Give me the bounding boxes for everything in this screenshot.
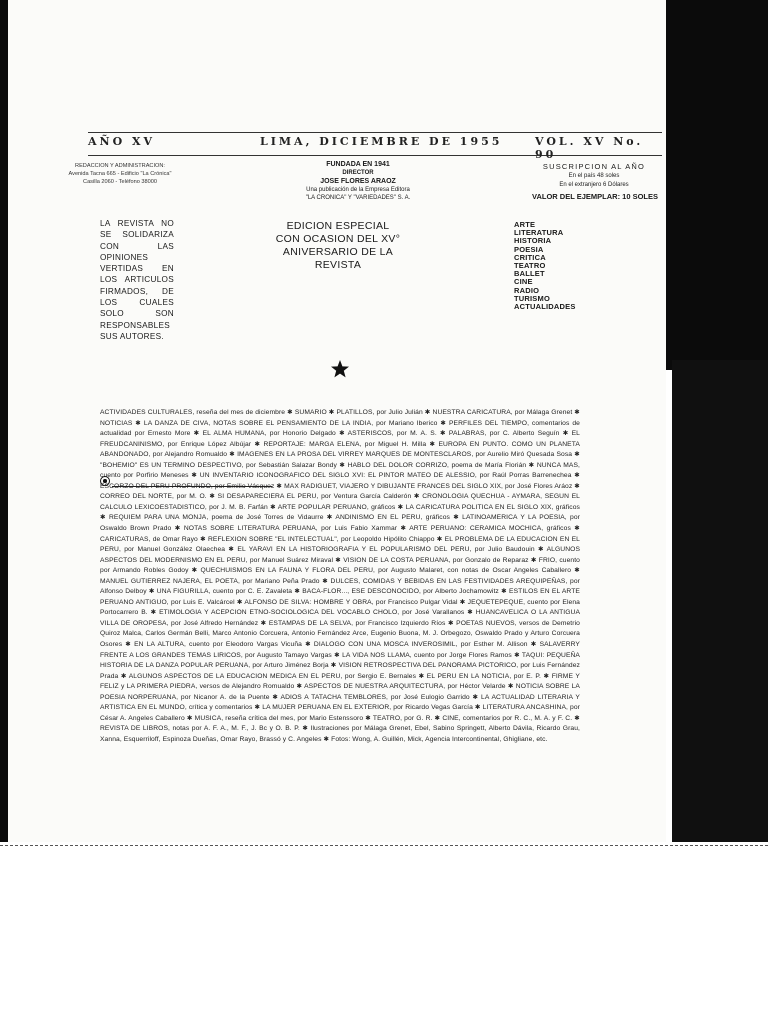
director-name: JOSE FLORES ARAOZ xyxy=(320,178,396,185)
edition-line-2: CON OCASION DEL XV° xyxy=(275,233,401,245)
scan-border-right xyxy=(672,360,768,842)
section-item: BALLET xyxy=(514,269,545,279)
handwritten-underline xyxy=(112,486,272,487)
section-item: CINE xyxy=(514,277,533,287)
table-of-contents: ACTIVIDADES CULTURALES, reseña del mes de diciembre ✱ SUMARIO ✱ PLATILLOS, por Julio Julián ✱ NUESTRA CARICATURA, por Málaga Grenet ✱ NOTICIAS ✱ LA DANZA DE CIVA, NOTAS SOBRE EL PENSAMIENTO DE LA INDIA, por Mariano Iberico ✱ PERFILES DEL TIEMPO, comentarios de actualidad por Ernesto More ✱ EL ALMA HUMANA, por Honorio Delgado ✱ ASTERISCOS, por M. A. S. ✱ PALABRAS, por C. Alberto Seguín ✱ EL FREUDCANINISMO, por Enrique López Albújar ✱ REPORTAJE: MARGA ELENA, por Miguel H. Milla ✱ EUROPA EN PUNTO. COMO UN PLANETA ABANDONADO, por Alejandro Romualdo ✱ IMAGENES EN LA PROSA DEL VIRREY MARQUES DE MONTESCLAROS, por Aurelio Miró Quesada Sosa ✱ "BOHEMIO" ES UN TERMINO DESPECTIVO, por Sebastián Salazar Bondy ✱ HABLO DEL DOLOR CORRIZO, poema de María Florián ✱ NUNCA MAS, cuento por Porfirio Meneses ✱ UN INVENTARIO ICONOGRAFICO DEL SIGLO XVI: EL PINTOR MATEO DE ALESSIO, por Raúl Porras Barrenechea ✱ ESCORZO DEL PERU PROFUNDO, por Emilio Vásquez ✱ MAX RADIGUET, VIAJERO Y DIBUJANTE FRANCES DEL SIGLO XIX, por José Flores Aráoz ✱ CORREO DEL NORTE, por M. O. ✱ SI DESAPARECIERA EL PERU, por Ventura García Calderón ✱ CRONOLOGIA QUECHUA - AYMARA, SEGUN EL CALCULO LEXICOESTADISTICO, por J. M. B. Farfán ✱ ARTE POPULAR PERUANO, gráficos ✱ LA CARICATURA POLITICA EN EL SIGLO XIX, gráficos ✱ REQUIEM PARA UNA MONJA, poema de José Torres de Vidaurre ✱ ANDINISMO EN EL PERU, gráficos ✱ LATINOAMERICA Y LA POESIA, por Oswaldo Brown Prado ✱ NOTAS SOBRE LITERATURA PERUANA, por Luis Fabio Xammar ✱ ARTE PERUANO: CERAMICA MOCHICA, gráficos ✱ CARICATURAS, de Omar Rayo ✱ REFLEXION SOBRE "EL INTELECTUAL", por Leopoldo Hipólito Chiappo ✱ EL PROBLEMA DE LA EDUCACION EN EL PERU, por Manuel González Olaechea ✱ EL YARAVI EN LA HISTORIOGRAFIA Y EL POPULARISMO DEL PERU, por Julio Baudouin ✱ ALGUNOS ASPECTOS DEL MODERNISMO EN EL PERU, por Manuel Suárez Miraval ✱ VISION DE LA COSTA PERUANA, por Gonzalo de Reparaz ✱ FRIO, cuento por Armando Robles Godoy ✱ QUECHUISMOS EN LA FAUNA Y FLORA DEL PERU, por Augusto Malaret, con notas de Oscar Angeles Caballero ✱ MANUEL GUTIERREZ NAJERA, EL POETA, por Mariano Peña Prado ✱ DULCES, COMIDAS Y BEBIDAS EN LAS FESTIVIDADES AREQUIPEÑAS, por Alfonso Delboy ✱ UNA FIGURILLA, cuento por C. E. Zavaleta ✱ BACA-FLOR..., ESE DESCONOCIDO, por Alberto Jochamowitz ✱ ESTILOS EN EL ARTE PERUANO ANTIGUO, por Luis E. Valcárcel ✱ ALFONSO DE SILVA: HOMBRE Y OBRA, por Francisco Pulgar Vidal ✱ JEQUETEPEQUE, cuento por Elena Portocarrero B. ✱ ETIMOLOGIA Y ACEPCION ETNO-SOCIOLOGICA DEL VOCABLO CHOLO, por José Varallanos ✱ HUANCAVELICA O LA ANTIGUA VILLA DE OROPESA, por José Alfredo Hernández ✱ ESTAMPAS DE LA SELVA, por Francisco Izquierdo Ríos ✱ POETAS NUEVOS, versos de Demetrio Quiroz Malca, Carlos Germán Belli, Marco Antonio Corcuera, Antonio Fernández Arce, Eugenio Buona, M. J. Orbegozo, Oswaldo Prado y Arturo Corcuera Osores ✱ EN LA ALTURA, cuento por Eleodoro Vargas Vicuña ✱ DIALOGO CON UNA MOSCA INVEROSIMIL, por Esther M. Allison ✱ SALAVERRY FRENTE A LOS GRANDES TEMAS LIRICOS, por Augusto Tamayo Vargas ✱ LA VIDA NOS LLAMA, cuento por Jorge Flores Ramos ✱ TAQUI: PEQUEÑA HISTORIA DE LA DANZA POPULAR PERUANA, por Arturo Jiménez Borja ✱ VISION RETROSPECTIVA DEL PANORAMA PICTORICO, por Luis Fernández Prada ✱ ALGUNOS ASPECTOS DE LA EDUCACION MEDICA EN EL PERU, por Sergio E. Bernales ✱ EL PERU EN LA NOTICIA, por E. P. ✱ FIRME Y FELIZ y LA PRIMERA PIEDRA, versos de Alejandro Romualdo ✱ ASPECTOS DE NUESTRA ARQUITECTURA, por Héctor Velarde ✱ NOTICIA SOBRE LA POESIA NORPERUANA, por Nicanor A. de la Puente ✱ ADIOS A TATACHA TEMBLORES, por José Eulogio Garrido ✱ LA ACTUALIDAD LITERARIA Y ARTISTICA EN EL MUNDO, crítica y comentarios ✱ LA MUJER PERUANA EN EL EXTERIOR, por Ricardo Vegas García ✱ LITERATURA ANCASHINA, por César A. Angeles Caballero ✱ MUSICA, reseña crítica del mes, por Mario Estenssoro ✱ TEATRO, por G. R. ✱ CINE, comentarios por R. C., M. A. y F. C. ✱ REVISTA DE LIBROS, notas por A. F. A., M. F., J. Bc y O. B. P. ✱ Ilustraciones por Málaga Grenet, Ebel, Sabino Springett, Alberto Dávila, Ricardo Grau, Xanna, Esquerriloff, Espinoza Dueñas, Omar Rayo, Brassó y C. Angeles ✱ Fotos: Wong, A. Guillén, Mick, Agencia Intercontinental, Ghigliane, etc. xyxy=(100,409,580,743)
scan-border-left xyxy=(0,0,8,842)
section-item: RADIO xyxy=(514,285,540,295)
founding-info xyxy=(278,160,438,202)
special-edition-notice xyxy=(268,220,408,272)
publisher-company: "LA CRONICA" Y "VARIEDADES" S. A. xyxy=(305,195,411,201)
edition-line-1: EDICION ESPECIAL xyxy=(286,220,390,232)
masthead-date: LIMA, DICIEMBRE DE 1955 xyxy=(260,135,503,148)
masthead-volume: VOL. XV No. 90 xyxy=(535,135,644,161)
section-item: TURISMO xyxy=(514,293,550,303)
masthead xyxy=(88,132,662,161)
section-item: LITERATURA xyxy=(514,228,564,238)
issue-price: VALOR DEL EJEMPLAR: 10 SOLES xyxy=(532,192,658,201)
subscription-foreign: En el extranjero 6 Dólares xyxy=(559,182,629,188)
masthead-year: AÑO XV xyxy=(88,135,156,148)
section-item: ACTUALIDADES xyxy=(514,302,576,312)
star-icon xyxy=(330,359,350,379)
subscription-info xyxy=(530,162,658,201)
section-item: CRITICA xyxy=(514,252,546,262)
publisher-line: Una publicación de la Empresa Editora xyxy=(306,187,410,193)
section-item: HISTORIA xyxy=(514,236,552,246)
edition-line-3: ANIVERSARIO DE LA REVISTA xyxy=(282,246,394,271)
address-line-2: Avenida Tacna 665 - Edificio "La Crónica" xyxy=(68,171,172,177)
editorial-address xyxy=(54,162,186,186)
circle-marker-icon xyxy=(100,476,110,486)
section-list xyxy=(514,221,576,311)
address-line-1: REDACCION Y ADMINISTRACION: xyxy=(75,163,165,169)
subscription-domestic: En el país 48 soles xyxy=(568,173,620,179)
section-item: POESIA xyxy=(514,244,544,254)
scan-edge-line xyxy=(0,845,768,846)
address-line-3: Casilla 2060 - Teléfono 38000 xyxy=(83,179,157,185)
section-item: ARTE xyxy=(514,220,536,229)
founded-line: FUNDADA EN 1941 xyxy=(326,161,390,168)
scan-border-top-right xyxy=(666,0,768,370)
disclaimer: LA REVISTA NO SE SOLIDARIZA CON LAS OPINIONES VERTIDAS EN LOS ARTICULOS FIRMADOS, DE LOS CUALES SOLO SON RESPONSABLES SUS AUTORES. xyxy=(100,219,174,341)
subscription-title: SUSCRIPCION AL AÑO xyxy=(542,162,646,171)
section-item: TEATRO xyxy=(514,261,546,271)
director-label: DIRECTOR xyxy=(342,170,374,176)
